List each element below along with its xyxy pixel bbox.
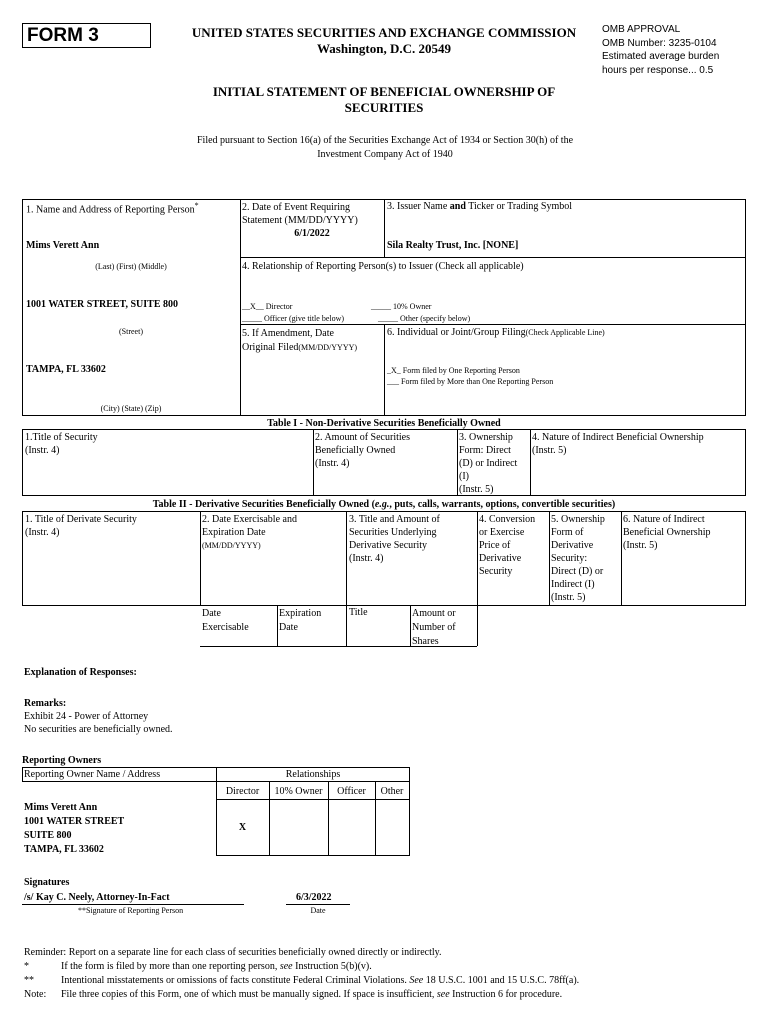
other-checkbox: _____ Other (specify below) (378, 314, 471, 323)
signature-date: 6/3/2022 (296, 892, 332, 903)
form-label-box (22, 23, 151, 48)
rule (22, 429, 23, 495)
explanation-heading: Explanation of Responses: (24, 667, 137, 678)
owner-name: Mims Verett Ann (24, 802, 98, 813)
remarks-line-1: Exhibit 24 - Power of Attorney (24, 711, 149, 722)
box6-label: 6. Individual or Joint/Group Filing(Check Applicable Line) (387, 327, 605, 338)
event-date: 6/1/2022 (294, 228, 330, 239)
reporting-person-city: TAMPA, FL 33602 (26, 364, 106, 375)
box4-label: 4. Relationship of Reporting Person(s) to Issuer (Check all applicable) (242, 261, 524, 272)
table1-col-amount: 2. Amount of Securities Beneficially Owned (Instr. 4) (315, 432, 410, 469)
owner-address-2: SUITE 800 (24, 830, 72, 841)
table2-col-conversion: 4. Conversion or Exercise Price of Derivative Security (479, 514, 536, 577)
owners-heading: Reporting Owners (22, 755, 102, 766)
filed-pursuant-1: Filed pursuant to Section 16(a) of the Securities Exchange Act of 1934 or Section 30(h) of the (196, 135, 574, 146)
table2-col-title: 1. Title of Derivate Security (Instr. 4) (25, 514, 137, 538)
owners-col-officer: Officer (337, 786, 366, 797)
rule (286, 904, 350, 905)
filing-option-multi: ___ Form filed by More than One Reporting Person (387, 377, 554, 386)
rule (216, 855, 410, 856)
omb-number: OMB Number: 3235-0104 (602, 37, 717, 49)
table2-sub-amount: Amount or Number of Shares (412, 608, 456, 647)
reporting-person-street: 1001 WATER STREET, SUITE 800 (26, 299, 178, 310)
issuer-name: Sila Realty Trust, Inc. [NONE] (387, 240, 519, 251)
owners-col-name: Reporting Owner Name / Address (24, 769, 161, 780)
table1-col-title: 1.Title of Security (Instr. 4) (25, 432, 98, 456)
table2-col-ownership: 5. Ownership Form of Derivative Security: Direct (D) or Indirect (I) (Instr. 5) (551, 514, 605, 603)
rule (240, 257, 746, 258)
city-sublabel: (City) (State) (Zip) (100, 404, 162, 413)
form-title-2: SECURITIES (344, 100, 424, 115)
rule (22, 429, 746, 430)
agency-line-2: Washington, D.C. 20549 (317, 41, 451, 56)
filing-option-one: _X_ Form filed by One Reporting Person (387, 366, 520, 375)
rule (22, 415, 746, 416)
rule (745, 199, 746, 415)
owners-col-ten-pct: 10% Owner (274, 786, 323, 797)
rule (477, 511, 478, 646)
table2-sub-date-exercisable: Date Exercisable (202, 608, 249, 633)
owner-address-block (24, 801, 124, 857)
box5-label: 5. If Amendment, Date Original Filed(MM/DD/YYYY) (242, 328, 358, 353)
footnote-2: Intentional misstatements or omissions of facts constitute Federal Criminal Violations. See 18 U.S.C. 1001 and 15 U.S.C. 78ff(a). (61, 975, 580, 986)
name-sublabel: (Last) (First) (Middle) (95, 262, 167, 271)
table2-sub-expiration: Expiration Date (279, 608, 322, 633)
box1-label: 1. Name and Address of Reporting Person* (26, 201, 199, 216)
rule (216, 799, 410, 800)
table2-title: Table II - Derivative Securities Beneficially Owned (e.g., puts, calls, warrants, options, convertible securities) (152, 499, 616, 510)
footnote-2-mark: ** (24, 975, 34, 986)
rule (346, 511, 347, 646)
filed-pursuant-2: Investment Company Act of 1940 (317, 149, 453, 160)
owner-address-1: 1001 WATER STREET (24, 816, 125, 827)
remarks-line-2: No securities are beneficially owned. (24, 724, 173, 735)
table2-col-dates: 2. Date Exercisable and Expiration Date (MM/DD/YYYY) (202, 514, 297, 550)
signature: /s/ Kay C. Neely, Attorney-In-Fact (24, 892, 170, 903)
rule (549, 511, 550, 605)
table1-col-nature: 4. Nature of Indirect Beneficial Ownership (Instr. 5) (532, 432, 704, 456)
footnote-3-mark: Note: (24, 989, 47, 1000)
rule (745, 511, 746, 605)
remarks-heading: Remarks: (24, 698, 67, 709)
rule (22, 495, 746, 496)
filed-pursuant (130, 134, 640, 162)
table2-sub-title: Title (349, 607, 368, 618)
rule (313, 429, 314, 495)
owners-col-other: Other (380, 786, 404, 797)
rule (240, 324, 746, 325)
rule (22, 511, 23, 605)
owners-col-relationships: Relationships (285, 769, 341, 780)
rule (410, 605, 411, 646)
officer-checkbox: _____ Officer (give title below) (242, 314, 345, 323)
omb-approval-box (602, 23, 762, 77)
rule (22, 199, 23, 415)
reporting-person-name: Mims Verett Ann (26, 240, 100, 251)
street-sublabel: (Street) (119, 327, 143, 336)
form-label: FORM 3 (27, 25, 99, 46)
owner-director-mark: X (238, 822, 247, 833)
ten-pct-owner-checkbox: _____ 10% Owner (371, 302, 432, 311)
footnote-3: File three copies of this Form, one of which must be manually signed. If space is insufficient, see Instruction 6 for procedure. (61, 989, 563, 1000)
box3-label: 3. Issuer Name and Ticker or Trading Symbol (387, 201, 573, 212)
signatures-heading: Signatures (24, 877, 70, 888)
box2-label: 2. Date of Event Requiring Statement (MM/DD/YYYY) (242, 202, 358, 226)
rule (200, 511, 201, 605)
owner-address-3: TAMPA, FL 33602 (24, 844, 104, 855)
footnote-1: If the form is filed by more than one reporting person, see Instruction 5(b)(v). (61, 961, 372, 972)
omb-burden-1: Estimated average burden (602, 51, 720, 62)
rule (22, 767, 23, 781)
agency-name (170, 25, 598, 57)
rule (457, 429, 458, 495)
rule (384, 324, 385, 415)
agency-line-1: UNITED STATES SECURITIES AND EXCHANGE COMMISSION (191, 25, 577, 40)
director-checkbox: __X__ Director (242, 302, 293, 311)
omb-approval: OMB APPROVAL (602, 24, 681, 35)
table2-col-nature: 6. Nature of Indirect Beneficial Ownership (Instr. 5) (623, 514, 711, 551)
rule (530, 429, 531, 495)
omb-burden-2: hours per response... 0.5 (602, 64, 714, 76)
rule (22, 605, 746, 606)
reminder: Reminder: Report on a separate line for each class of securities beneficially owned directly or indirectly. (24, 947, 442, 958)
form-title-1: INITIAL STATEMENT OF BENEFICIAL OWNERSHIP OF (212, 84, 556, 99)
table1-col-ownership: 3. Ownership Form: Direct (D) or Indirect (I) (Instr. 5) (459, 432, 518, 495)
rule (22, 511, 746, 512)
footnote-1-mark: * (24, 961, 29, 972)
form-title (170, 84, 598, 116)
table2-col-underlying: 3. Title and Amount of Securities Underlying Derivative Security (Instr. 4) (349, 514, 440, 564)
rule (384, 199, 385, 257)
table1-title: Table I - Non-Derivative Securities Beneficially Owned (267, 418, 501, 429)
owners-col-director: Director (225, 786, 260, 797)
signature-sublabel: **Signature of Reporting Person (78, 906, 184, 915)
date-sublabel: Date (310, 906, 326, 915)
rule (745, 429, 746, 495)
rule (277, 605, 278, 646)
rule (621, 511, 622, 605)
rule (22, 904, 244, 905)
box1-star: * (194, 201, 199, 210)
